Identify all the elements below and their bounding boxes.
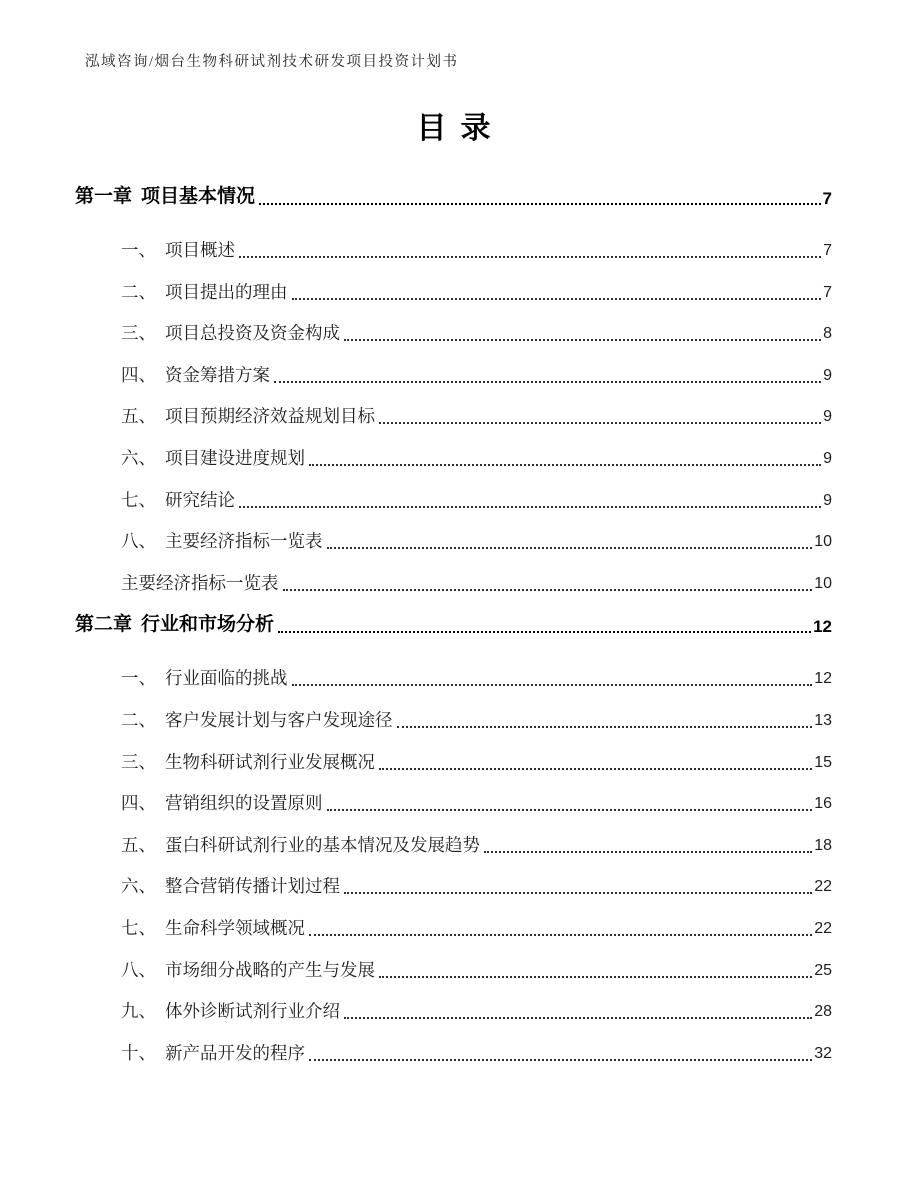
toc-item-number: 七、 <box>121 489 156 510</box>
dotted-leader <box>259 203 821 205</box>
dotted-leader <box>309 464 821 466</box>
toc-item-number: 五、 <box>121 406 156 427</box>
dotted-leader <box>484 851 812 853</box>
toc-item-label: 生命科学领域概况 <box>165 917 305 938</box>
toc-item-label: 项目预期经济效益规划目标 <box>165 406 375 427</box>
dotted-leader <box>344 339 821 341</box>
toc-item-number: 八、 <box>121 959 156 980</box>
toc-item-number: 三、 <box>121 751 156 772</box>
toc-item-row[interactable] <box>75 529 832 553</box>
toc-item-number: 九、 <box>121 1001 156 1022</box>
dotted-leader <box>397 726 813 728</box>
toc-item-number: 三、 <box>121 323 156 344</box>
toc-item-page-number: 13 <box>814 711 832 729</box>
dotted-leader <box>379 768 812 770</box>
toc-item-label: 行业面临的挑战 <box>165 668 288 689</box>
toc <box>75 184 832 1082</box>
toc-item-page-number: 7 <box>823 283 832 301</box>
toc-item-label: 客户发展计划与客户发现途径 <box>165 709 393 730</box>
toc-chapter-row[interactable] <box>75 612 832 638</box>
toc-item-label: 主要经济指标一览表 <box>121 572 279 593</box>
toc-item-number: 七、 <box>121 917 156 938</box>
toc-item-page-number: 9 <box>823 491 832 509</box>
toc-item-page-number: 28 <box>814 1003 832 1021</box>
dotted-leader <box>379 422 821 424</box>
toc-item-number: 八、 <box>121 531 156 552</box>
toc-item-page-number: 10 <box>814 574 832 592</box>
toc-item-row[interactable] <box>75 1041 832 1065</box>
toc-item-row[interactable] <box>75 280 832 304</box>
dotted-leader <box>292 298 822 300</box>
dotted-leader <box>239 256 821 258</box>
toc-item-page-number: 9 <box>823 366 832 384</box>
dotted-leader <box>239 506 821 508</box>
toc-item-label: 蛋白科研试剂行业的基本情况及发展趋势 <box>165 834 480 855</box>
dotted-leader <box>278 631 811 633</box>
toc-item-row[interactable] <box>75 666 832 690</box>
toc-item-page-number: 16 <box>814 795 832 813</box>
toc-item-page-number: 22 <box>814 919 832 937</box>
toc-item-row[interactable] <box>75 446 832 470</box>
toc-item-number: 六、 <box>121 447 156 468</box>
toc-item-row[interactable] <box>75 750 832 774</box>
toc-chapter-label: 项目基本情况 <box>141 186 256 207</box>
dotted-leader <box>379 976 812 978</box>
toc-item-row[interactable] <box>75 321 832 345</box>
toc-item-page-number: 25 <box>814 961 832 979</box>
toc-item-label: 项目建设进度规划 <box>165 447 305 468</box>
toc-item-row[interactable] <box>75 404 832 428</box>
toc-item-row[interactable] <box>75 874 832 898</box>
dotted-leader <box>327 547 813 549</box>
toc-item-number: 十、 <box>121 1042 156 1063</box>
toc-chapter-row[interactable] <box>75 184 832 210</box>
toc-item-row[interactable] <box>75 238 832 262</box>
dotted-leader <box>344 1017 812 1019</box>
toc-item-number: 四、 <box>121 364 156 385</box>
toc-item-page-number: 10 <box>814 533 832 551</box>
toc-item-label: 市场细分战略的产生与发展 <box>165 959 375 980</box>
toc-item-row[interactable] <box>75 791 832 815</box>
toc-item-number: 五、 <box>121 834 156 855</box>
toc-item-label: 项目总投资及资金构成 <box>165 323 340 344</box>
toc-item-label: 项目概述 <box>165 240 235 260</box>
toc-chapter-number: 第二章 <box>75 614 133 636</box>
toc-item-number: 二、 <box>121 281 156 302</box>
dotted-leader <box>274 381 821 383</box>
toc-item-page-number: 9 <box>823 449 832 467</box>
toc-item-page-number: 7 <box>823 242 832 259</box>
toc-chapter-page-number: 12 <box>813 617 832 637</box>
toc-item-row[interactable] <box>75 916 832 940</box>
toc-item-number: 二、 <box>121 709 156 730</box>
dotted-leader <box>283 589 813 591</box>
toc-item-row[interactable] <box>75 488 832 512</box>
toc-item-page-number: 9 <box>823 408 832 426</box>
toc-item-label: 体外诊断试剂行业介绍 <box>165 1001 340 1022</box>
toc-item-label: 生物科研试剂行业发展概况 <box>165 751 375 772</box>
toc-item-row[interactable] <box>75 999 832 1023</box>
toc-item-page-number: 15 <box>814 753 832 771</box>
toc-title: 目录 <box>416 112 505 145</box>
toc-chapter-label: 行业和市场分析 <box>141 614 275 636</box>
document-header: 泓域咨询/烟台生物科研试剂技术研发项目投资计划书 <box>85 54 459 70</box>
toc-item-label: 资金筹措方案 <box>165 364 270 385</box>
toc-item-page-number: 32 <box>814 1044 832 1062</box>
toc-item-label: 营销组织的设置原则 <box>165 793 323 814</box>
toc-item-row[interactable] <box>75 571 832 595</box>
dotted-leader <box>292 684 813 686</box>
toc-item-page-number: 18 <box>814 836 832 854</box>
dotted-leader <box>344 892 812 894</box>
toc-chapter-page-number: 7 <box>822 189 832 208</box>
dotted-leader <box>309 1059 812 1061</box>
toc-item-number: 六、 <box>121 876 156 897</box>
toc-item-label: 研究结论 <box>165 489 235 510</box>
toc-item-page-number: 12 <box>814 670 832 688</box>
toc-item-number: 一、 <box>121 240 156 260</box>
toc-item-label: 整合营销传播计划过程 <box>165 876 340 897</box>
toc-item-row[interactable] <box>75 708 832 732</box>
toc-item-row[interactable] <box>75 958 832 982</box>
dotted-leader <box>327 809 813 811</box>
toc-item-page-number: 22 <box>814 878 832 896</box>
toc-item-label: 新产品开发的程序 <box>165 1042 305 1063</box>
dotted-leader <box>309 934 812 936</box>
toc-item-row[interactable] <box>75 833 832 857</box>
toc-item-row[interactable] <box>75 363 832 387</box>
toc-item-number: 四、 <box>121 793 156 814</box>
toc-item-label: 主要经济指标一览表 <box>165 531 323 552</box>
toc-item-label: 项目提出的理由 <box>165 281 288 302</box>
toc-item-number: 一、 <box>121 668 156 689</box>
toc-item-page-number: 8 <box>823 325 832 343</box>
toc-chapter-number: 第一章 <box>75 186 133 207</box>
